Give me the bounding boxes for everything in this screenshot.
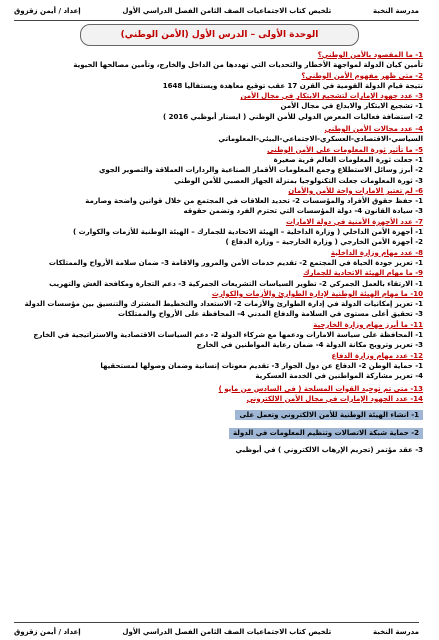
question-text: 10- ما مهام الهيئة الوطنية لإدارة الطوارئ والأزمات والكوارث <box>211 289 423 298</box>
page-footer <box>14 622 419 639</box>
question-line <box>22 91 423 101</box>
answer-line <box>22 227 423 237</box>
answer-text: 1- المحافظة على سياسة الامارات ودعمها مع شركاء الدولة 2- دعم السياسات الاقتصادية والاستراتيجية في الخارج <box>33 331 423 340</box>
answer-text: 1- تشجيع الابتكار والابداع في مجال الأمن <box>280 102 423 111</box>
footer-title: تلخيص كتاب الاجتماعيات الصف الثامن الفصل الدراسي الأول <box>122 628 332 636</box>
question-line <box>22 289 423 299</box>
answer-text: 1- تعزيز جودة الحياة في المجتمع 2- تقديم خدمات الأمن والمرور والاقامة 3- ضمان سلامة الأرواح والممتلكات <box>48 258 423 267</box>
answer-text: 1- حفظ حقوق الأفراد والمؤسسات 2- تحديد العلاقات في المجتمع من خلال قوانين واضحة وصارمة <box>85 197 423 206</box>
answer-line <box>22 112 423 122</box>
answer-line <box>22 330 423 340</box>
answer-text: السياسي-الاقتصادي-العسكري-الاجتماعي-البيئي-المعلوماتي <box>218 135 423 144</box>
highlighted-text: 2- حماية شبكة الاتصالات وتنظيم المعلومات في الدولة <box>229 428 423 438</box>
answer-text: 2- أبرز وسائل الاستطلاع وجمع المعلومات الأقمار الصناعية والردارات العملاقة والتصوير الجوي <box>98 166 423 175</box>
answer-text: 1- أجهزة الأمن الداخلي ( وزارة الداخلية – الهيئة الاتحادية للجمارك – الهيئة الوطنية للأزمات والكوارث ) <box>73 228 423 237</box>
answer-text: 3- تعزيز وترويج مكانة الدولة 4- ضمان رعاية المواطنين في الخارج <box>196 341 423 350</box>
question-text: 13- متى تم توحيد القوات المسلحة ( في السادس من مايو ) <box>218 384 423 393</box>
answer-line <box>22 155 423 165</box>
content-body <box>22 50 423 455</box>
answer-line <box>22 101 423 111</box>
answer-line <box>22 196 423 206</box>
question-text: 12- عدد مهام وزارة الدفاع <box>331 351 423 360</box>
answer-line <box>22 81 423 91</box>
answer-text: نتيجة قيام الدولة القومية في القرن 17 عقب توقيع معاهدة ويستفاليا 1648 <box>162 81 423 90</box>
highlighted-line <box>22 408 423 422</box>
answer-text: 2- استضافة فعاليات المعرض الدولي للأمن الوطني ( ايسنار أبوظبي 2016 ) <box>163 112 423 121</box>
question-text: 8- عدد مهام وزارة الداخلية <box>330 248 423 257</box>
answer-text: تأمين كيان الدولة لمواجهة الأخطار والتحديات التي تهددها من الداخل والخارج، وتأمين مصالحها الحيوية <box>73 61 423 70</box>
answer-line <box>22 309 423 319</box>
question-text: 3- عدد جهود الإمارات لتشجيع الابتكار في مجال الأمن <box>240 92 423 101</box>
answer-line <box>22 206 423 216</box>
answer-line <box>22 134 423 144</box>
footer-author: إعداد / أيمن زقزوق <box>14 628 81 636</box>
answer-text: 2- أجهزة الأمن الخارجي ( وزارة الخارجية – وزارة الدفاع ) <box>225 238 423 247</box>
answer-text: 1- جعلت ثورة المعلومات العالم قرية صغيرة <box>273 155 423 164</box>
highlighted-text: 3- عقد مؤتمر (تجريم الإرهاب الالكتروني ) في أبوظبي <box>235 445 423 454</box>
question-line <box>22 248 423 258</box>
answer-line <box>22 258 423 268</box>
answer-text: 1- تعزيز إمكانيات الدولة في إدارة الطوارئ والأزمات 2- الاستعداد والتخطيط المشترك والتنسيق بين مؤسسات الدولة <box>24 300 423 309</box>
highlighted-text: 1- انشاء الهيئة الوطنية للأمن الالكتروني وتعمل على <box>235 410 423 420</box>
question-line <box>22 268 423 278</box>
header-author: إعداد / أيمن زقزوق <box>14 7 81 15</box>
unit-title: الوحدة الأولى – الدرس الأول (الأمن الوطني) <box>80 24 359 46</box>
question-text: 5- ما تأثير ثورة المعلومات على الأمن الوطني <box>267 145 423 154</box>
question-text: 11- ما أبرز مهام وزارة الخارجية <box>313 320 423 329</box>
answer-line <box>22 176 423 186</box>
question-text: 6- لم تعتبر الامارات واحة للأمن والأمان <box>288 186 423 195</box>
answer-line <box>22 340 423 350</box>
question-text: 7- عدد الأجهزة الأمنية في دولة الامارات <box>285 217 423 226</box>
answer-line <box>22 371 423 381</box>
question-line <box>22 145 423 155</box>
highlighted-line <box>22 426 423 440</box>
question-text: 9- ما مهام الهيئة الاتحادية للجمارك <box>303 269 423 278</box>
answer-line <box>22 237 423 247</box>
question-line <box>22 351 423 361</box>
answer-line <box>22 361 423 371</box>
question-text: 4- عدد مجالات الأمن الوطني <box>324 125 423 134</box>
answer-text: 1- حماية الوطن 2- الدفاع عن دول الجوار 3- تقديم معونات إنسانية وضمان وصولها لمستحقيها <box>100 361 423 370</box>
question-line <box>22 124 423 134</box>
question-line <box>22 50 423 60</box>
header-title: تلخيص كتاب الاجتماعيات الصف الثامن الفصل الدراسي الأول <box>122 7 332 15</box>
answer-line <box>22 299 423 309</box>
question-text: 14- عدد الجهود الإمارات في مجال الأمن الالكتروني <box>246 394 423 403</box>
answer-text: 4- تعزيز مشاركة المواطنين في الخدمة العسكرية <box>255 372 423 381</box>
question-line <box>22 71 423 81</box>
highlighted-line <box>22 445 423 455</box>
question-line <box>22 186 423 196</box>
question-line <box>22 394 423 404</box>
question-text: 2- متى ظهر مفهوم الأمن الوطني؟ <box>301 71 423 80</box>
answer-text: 3- ثورة المعلومات جعلت التكنولوجيا بمنزلة الجهاز العصبي للأمن الوطني <box>174 176 423 185</box>
answer-text: 1- الارتقاء بالعمل الجمركي 2- تطوير السياسات التشريعات الجمركية 3- دعم التجارة ومكافحة الغش والتهريب <box>49 279 423 288</box>
answer-text: 3- تحقيق أعلى مستوى في السلامة والدفاع المدني 4- المحافظة على الأرواح والممتلكات <box>118 310 423 319</box>
question-text: 1- ما المقصود بالأمن الوطني؟ <box>317 51 423 59</box>
question-line <box>22 320 423 330</box>
answer-line <box>22 165 423 175</box>
answer-line <box>22 60 423 70</box>
page-header <box>14 4 419 21</box>
header-school: مدرسة النخبة <box>372 7 419 15</box>
question-line <box>22 217 423 227</box>
answer-text: 3- سيادة القانون 4- دولة المؤسسات التي تحترم الفرد وتضمن حقوقه <box>183 207 423 216</box>
answer-line <box>22 279 423 289</box>
footer-school: مدرسة النخبة <box>372 628 419 636</box>
question-line <box>22 384 423 394</box>
